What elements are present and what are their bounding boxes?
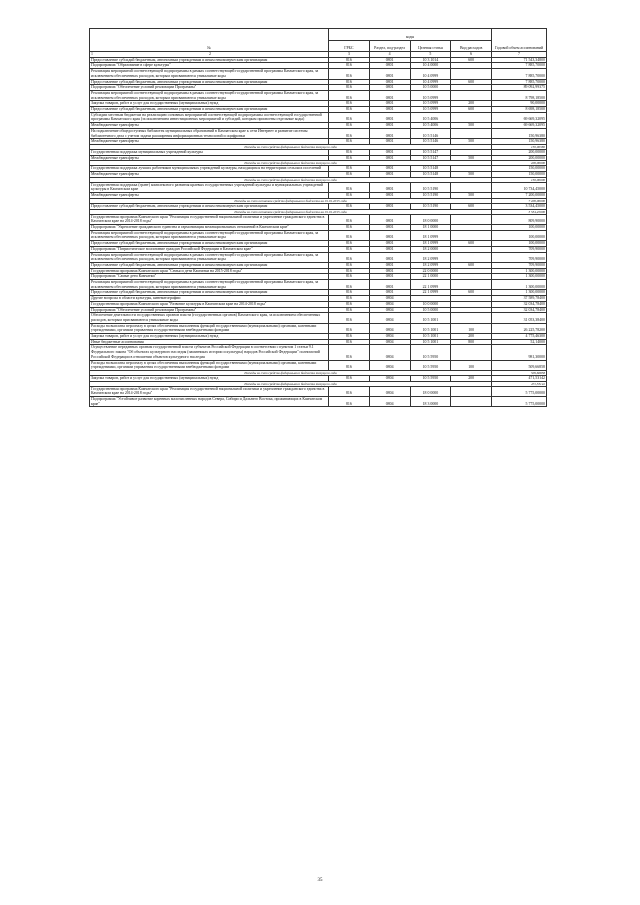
row-razdel: 0801: [369, 268, 410, 274]
row-razdel: 0801: [369, 182, 410, 192]
row-amount: 10 734,45000: [492, 182, 547, 192]
funding-note: Расходы за счет средств федерального бюджета текущего года: [90, 177, 492, 182]
row-expense-type: [451, 313, 492, 323]
row-description: Подпрограмма "Обеспечение условий реализации Программы": [90, 85, 329, 91]
row-expense-type: 200: [451, 375, 492, 381]
row-amount: 90,00000: [492, 101, 547, 107]
row-expense-type: 200: [451, 101, 492, 107]
row-razdel: 0801: [369, 166, 410, 172]
row-description: Реализация мероприятий соответствующей подпрограммы в рамках соответствующей государственной программы Камчатского края, за исключением обеспеченных расходов, которым присваиваются уникальные коды: [90, 252, 329, 262]
row-amount: 69 669,32095: [492, 123, 547, 129]
header-expense-type: Вид расходов: [451, 40, 492, 52]
row-expense-type: 500: [451, 123, 492, 129]
row-expense-type: [451, 397, 492, 407]
funding-note: Расходы за счет остатков средств федерального бюджета на 01.01.2015 года: [90, 198, 492, 203]
row-razdel: 0801: [369, 128, 410, 138]
row-description: Реализация мероприятий соответствующей подпрограммы в рамках соответствующей государственной программы Камчатского края, за исключением обеспеченных расходов, которым присваиваются уникальные коды: [90, 230, 329, 240]
row-grbs: 816: [329, 172, 370, 178]
row-grbs: 816: [329, 252, 370, 262]
row-target-article: 10 3 1014: [410, 57, 451, 63]
row-expense-type: 100: [451, 360, 492, 370]
row-target-article: 18 0 0000: [410, 386, 451, 396]
row-target-article: 10 5 0000: [410, 307, 451, 313]
row-description: Предоставление субсидий бюджетным, автономным учреждениям и иным некоммерческим организациям: [90, 241, 329, 247]
row-target-article: 18 3 0000: [410, 397, 451, 407]
row-description: Другие вопросы в области культуры, кинематографии: [90, 296, 329, 302]
row-description: Межбюджетные трансферты: [90, 123, 329, 129]
row-grbs: 816: [329, 313, 370, 323]
funding-note: Расходы за счет средств федерального бюджета текущего года: [90, 381, 492, 386]
table-row: [90, 323, 547, 333]
row-description: Межбюджетные трансферты: [90, 172, 329, 178]
row-expense-type: 100: [451, 323, 492, 333]
row-expense-type: 600: [451, 107, 492, 113]
row-description: Государственная программа Камчатского края "Реализация государственной национальной политики и укрепление гражданского единства в Камчатском крае на 2014-2018 годы": [90, 214, 329, 224]
row-expense-type: [451, 230, 492, 240]
funding-note: Расходы за счет средств федерального бюджета текущего года: [90, 370, 492, 375]
row-description: На подключение общедоступных библиотек муниципальных образований в Камчатском крае к сети Интернет и развитие системы библиотечного дела с учетом задачи расширения информационных технологий и оцифровки: [90, 128, 329, 138]
row-grbs: 816: [329, 57, 370, 63]
row-target-article: 10 5 0999: [410, 107, 451, 113]
row-grbs: 816: [329, 301, 370, 307]
row-expense-type: 500: [451, 193, 492, 199]
row-target-article: 10 5 1001: [410, 323, 451, 333]
funding-note-amount: 3 534,45000: [492, 209, 547, 214]
row-amount: 709,90000: [492, 262, 547, 268]
row-description: Государственная поддержка (грант) комплексного развития краевых государственных учреждений культуры и муниципальных учреждений культуры в Камчатском крае: [90, 182, 329, 192]
row-expense-type: 500: [451, 155, 492, 161]
row-razdel: 0801: [369, 107, 410, 113]
row-razdel: 0801: [369, 63, 410, 69]
row-amount: 709,90000: [492, 246, 547, 252]
row-expense-type: [451, 214, 492, 224]
row-amount: 69 669,32095: [492, 112, 547, 122]
row-description: Предоставление субсидий бюджетным, автономным учреждениям и иным некоммерческим организациям: [90, 203, 329, 209]
row-target-article: 10 5 5950: [410, 375, 451, 381]
row-amount: 709,90000: [492, 252, 547, 262]
funding-note: Расходы за счет средств федерального бюджета текущего года: [90, 161, 492, 166]
table-row: [90, 360, 547, 370]
row-amount: 1 300,00000: [492, 268, 547, 274]
row-grbs: 816: [329, 307, 370, 313]
row-description: Государственная программа Камчатского края "Развитие культуры в Камчатском крае на 2014-2018 годы": [90, 301, 329, 307]
row-razdel: 0801: [369, 274, 410, 280]
row-target-article: 18 2 0000: [410, 246, 451, 252]
row-expense-type: 200: [451, 334, 492, 340]
row-target-article: 10 5 0999: [410, 101, 451, 107]
row-razdel: 0804: [369, 301, 410, 307]
row-description: Реализация мероприятий соответствующей подпрограммы в рамках соответствующей государственной программы Камчатского края, за исключением обеспеченных расходов, которым присваиваются уникальные коды: [90, 69, 329, 79]
row-description: Подпрограмма "Патриотическое воспитание граждан Российской Федерации в Камчатском крае": [90, 246, 329, 252]
row-amount: 31 053,38400: [492, 313, 547, 323]
row-grbs: 816: [329, 85, 370, 91]
table-row: [90, 90, 547, 100]
row-razdel: 0801: [369, 90, 410, 100]
row-grbs: 816: [329, 214, 370, 224]
row-razdel: 0801: [369, 262, 410, 268]
row-razdel: 0801: [369, 57, 410, 63]
row-description: Государственная поддержка муниципальных учреждений культуры: [90, 149, 329, 155]
row-grbs: 816: [329, 262, 370, 268]
row-razdel: 0804: [369, 397, 410, 407]
row-description: Предоставление субсидий бюджетным, автономным учреждениям и иным некоммерческим организациям: [90, 57, 329, 63]
row-expense-type: 600: [451, 203, 492, 209]
page-number: 35: [317, 878, 323, 883]
row-razdel: 0801: [369, 79, 410, 85]
row-target-article: 10 5 5146: [410, 139, 451, 145]
row-amount: 7 885,70000: [492, 79, 547, 85]
row-target-article: 18 1 0999: [410, 241, 451, 247]
row-grbs: 816: [329, 296, 370, 302]
funding-note-amount: 471,53142: [492, 381, 547, 386]
row-grbs: 816: [329, 166, 370, 172]
row-expense-type: [451, 252, 492, 262]
column-number: 3: [329, 52, 370, 58]
row-amount: 8 698,18500: [492, 107, 547, 113]
row-target-article: 10 5 0999: [410, 90, 451, 100]
table-row: [90, 386, 547, 396]
row-description: Предоставление субсидий бюджетным, автономным учреждениям и иным некоммерческим организациям: [90, 290, 329, 296]
row-amount: 3 534,45000: [492, 203, 547, 209]
row-razdel: 0804: [369, 334, 410, 340]
row-grbs: 816: [329, 193, 370, 199]
row-target-article: 10 5 5950: [410, 345, 451, 360]
table-row: [90, 345, 547, 360]
row-target-article: 10 5 5148: [410, 166, 451, 172]
row-expense-type: 500: [451, 139, 492, 145]
row-grbs: 816: [329, 345, 370, 360]
header-grbs: ГРБС: [329, 40, 370, 52]
row-razdel: 0801: [369, 241, 410, 247]
row-target-article: 18 2 0999: [410, 252, 451, 262]
header-row: [90, 29, 547, 41]
row-razdel: 0804: [369, 313, 410, 323]
row-grbs: 816: [329, 90, 370, 100]
row-grbs: 816: [329, 224, 370, 230]
row-description: Предоставление субсидий бюджетным, автономным учреждениям и иным некоммерческим организациям: [90, 262, 329, 268]
row-razdel: 0801: [369, 280, 410, 290]
row-grbs: 816: [329, 386, 370, 396]
row-expense-type: [451, 90, 492, 100]
table-row: [90, 397, 547, 407]
row-target-article: 10 5 5190: [410, 203, 451, 209]
row-razdel: 0804: [369, 296, 410, 302]
column-number: 1 2: [90, 52, 329, 58]
row-razdel: 0801: [369, 101, 410, 107]
row-amount: 100,00000: [492, 230, 547, 240]
column-number: 4: [369, 52, 410, 58]
row-amount: 150,00000: [492, 166, 547, 172]
row-amount: 150,96380: [492, 139, 547, 145]
row-target-article: 10 4 0999: [410, 79, 451, 85]
header-codes-group: коды: [329, 29, 492, 41]
funding-note: Расходы за счет остатков средств федерального бюджета на 01.01.2015 года: [90, 209, 492, 214]
row-razdel: 0804: [369, 386, 410, 396]
row-amount: 4 775,46300: [492, 334, 547, 340]
row-grbs: 816: [329, 123, 370, 129]
row-target-article: 10 5 5190: [410, 193, 451, 199]
row-target-article: 18 1 0000: [410, 224, 451, 230]
row-grbs: 816: [329, 101, 370, 107]
row-razdel: 0801: [369, 112, 410, 122]
row-amount: 32 034,78400: [492, 307, 547, 313]
row-target-article: 18 0 0000: [410, 214, 451, 224]
row-razdel: 0801: [369, 214, 410, 224]
row-grbs: 816: [329, 112, 370, 122]
row-expense-type: 600: [451, 290, 492, 296]
row-target-article: 10 0 0000: [410, 301, 451, 307]
row-razdel: 0804: [369, 307, 410, 313]
row-description: Субсидии местным бюджетам на реализацию основных мероприятий соответствующей подпрограммы соответствующей государственной программы Камчатского края (за исключением инвестиционных мероприятий и субсидий, которым присвоены отдельные коды): [90, 112, 329, 122]
row-target-article: 10 5 5190: [410, 182, 451, 192]
row-razdel: 0801: [369, 246, 410, 252]
row-amount: 100,00000: [492, 241, 547, 247]
row-description: Подпрограмма "Самые дети Камчатки": [90, 274, 329, 280]
row-description: Предоставление субсидий бюджетным, автономным учреждениям и иным некоммерческим организациям: [90, 79, 329, 85]
row-grbs: 816: [329, 79, 370, 85]
funding-note: Расходы за счет средств федерального бюджета текущего года: [90, 144, 492, 149]
row-target-article: 22 1 0999: [410, 290, 451, 296]
row-target-article: 10 5 1001: [410, 313, 451, 323]
column-number: 6: [451, 52, 492, 58]
header-target-article: Целевая статья: [410, 40, 451, 52]
row-grbs: 816: [329, 155, 370, 161]
row-grbs: 816: [329, 128, 370, 138]
row-description: Реализация мероприятий соответствующей подпрограммы в рамках соответствующей государственной программы Камчатского края, за исключением обеспеченных расходов, которым присваиваются уникальные коды: [90, 90, 329, 100]
column-number: 5: [410, 52, 451, 58]
header-razdel: Раздел, под-раздел: [369, 40, 410, 52]
row-grbs: 816: [329, 397, 370, 407]
row-amount: 5 775,00000: [492, 386, 547, 396]
row-expense-type: [451, 69, 492, 79]
row-description: Государственная программа Камчатского края "Реализация государственной национальной политики и укрепление гражданского единства в Камчатском крае на 2014-2018 годы": [90, 386, 329, 396]
row-razdel: 0804: [369, 323, 410, 333]
row-expense-type: [451, 280, 492, 290]
row-expense-type: [451, 112, 492, 122]
row-razdel: 0801: [369, 193, 410, 199]
row-amount: 809,90000: [492, 214, 547, 224]
row-razdel: 0801: [369, 290, 410, 296]
row-target-article: 10 5 5950: [410, 360, 451, 370]
row-description: Обеспечение деятельности государственных органов власти (государственных органов) Камчатского края, за исключением обеспеченных расходов, которым присваиваются уникальные коды: [90, 313, 329, 323]
table-row: [90, 230, 547, 240]
row-description: Закупка товаров, работ и услуг для государственных (муниципальных) нужд: [90, 101, 329, 107]
row-target-article: 10 5 5146: [410, 128, 451, 138]
row-grbs: 816: [329, 280, 370, 290]
table-body: [90, 57, 547, 407]
row-target-article: 10 5 5148: [410, 172, 451, 178]
row-amount: 71 543,34800: [492, 57, 547, 63]
budget-table: [89, 28, 547, 407]
funding-note-amount: 150,96380: [492, 144, 547, 149]
row-description: Расходы на выплаты персоналу в целях обеспечения выполнения функций государственными (муниципальными) органами, казенными учреждениями, органами управления государственными внебюджетными фондами: [90, 360, 329, 370]
row-amount: 5 775,00000: [492, 397, 547, 407]
row-grbs: 816: [329, 203, 370, 209]
row-amount: 7 200,00000: [492, 193, 547, 199]
row-description: Иные бюджетные ассигнования: [90, 339, 329, 345]
row-description: Подпрограмма "Образование в сфере культуры": [90, 63, 329, 69]
row-target-article: 10 5 1001: [410, 334, 451, 340]
row-grbs: 816: [329, 375, 370, 381]
row-amount: 1 300,00000: [492, 290, 547, 296]
row-grbs: 816: [329, 339, 370, 345]
table-row: [90, 252, 547, 262]
funding-note-amount: 7 200,00000: [492, 198, 547, 203]
header-annual-sum: Годовой объем ассигнований: [492, 29, 547, 52]
row-expense-type: [451, 128, 492, 138]
row-amount: 26 225,78200: [492, 323, 547, 333]
row-grbs: 816: [329, 241, 370, 247]
row-razdel: 0801: [369, 203, 410, 209]
row-grbs: 816: [329, 360, 370, 370]
row-grbs: 816: [329, 139, 370, 145]
row-amount: 32 034,78400: [492, 301, 547, 307]
row-razdel: 0804: [369, 345, 410, 360]
row-target-article: 10 5 1001: [410, 339, 451, 345]
row-target-article: 10 4 0000: [410, 63, 451, 69]
row-razdel: 0801: [369, 149, 410, 155]
row-target-article: 10 5 0000: [410, 85, 451, 91]
row-amount: 1 300,00000: [492, 280, 547, 290]
row-amount: 150,96380: [492, 128, 547, 138]
row-description: Межбюджетные трансферты: [90, 193, 329, 199]
funding-note-amount: 200,00000: [492, 161, 547, 166]
row-razdel: 0801: [369, 230, 410, 240]
row-description: Государственная поддержка лучших работников муниципальных учреждений культуры, находящихся на территориях сельских поселений: [90, 166, 329, 172]
row-grbs: 816: [329, 323, 370, 333]
row-expense-type: 600: [451, 57, 492, 63]
row-razdel: 0804: [369, 375, 410, 381]
header-number: №: [90, 29, 329, 52]
row-expense-type: 800: [451, 339, 492, 345]
row-amount: 1 300,00000: [492, 274, 547, 280]
row-amount: 150,00000: [492, 172, 547, 178]
row-target-article: 18 1 0999: [410, 230, 451, 240]
row-razdel: 0801: [369, 155, 410, 161]
row-expense-type: 600: [451, 241, 492, 247]
row-grbs: 816: [329, 63, 370, 69]
funding-note-amount: 150,00000: [492, 177, 547, 182]
row-description: Межбюджетные трансферты: [90, 155, 329, 161]
row-amount: 37 589,78400: [492, 296, 547, 302]
row-amount: 471,53142: [492, 375, 547, 381]
row-target-article: 22 1 0999: [410, 280, 451, 290]
funding-note-amount: 509,66858: [492, 370, 547, 375]
row-amount: 981,30000: [492, 345, 547, 360]
row-target-article: 10 5 5147: [410, 149, 451, 155]
row-target-article: 18 2 0999: [410, 262, 451, 268]
row-amount: 7 885,70000: [492, 63, 547, 69]
table-row: [90, 128, 547, 138]
row-description: Закупка товаров, работ и услуг для государственных (муниципальных) нужд: [90, 375, 329, 381]
row-razdel: 0801: [369, 139, 410, 145]
row-razdel: 0801: [369, 85, 410, 91]
row-amount: 7 885,70000: [492, 69, 547, 79]
row-grbs: 816: [329, 182, 370, 192]
row-target-article: 22 0 0000: [410, 268, 451, 274]
row-target-article: 10 5 5147: [410, 155, 451, 161]
row-grbs: 816: [329, 334, 370, 340]
row-amount: 89 092,99375: [492, 85, 547, 91]
table-row: [90, 313, 547, 323]
table-row: [90, 214, 547, 224]
row-grbs: 816: [329, 246, 370, 252]
row-grbs: 816: [329, 107, 370, 113]
row-description: Закупка товаров, работ и услуг для государственных (муниципальных) нужд: [90, 334, 329, 340]
row-razdel: 0801: [369, 224, 410, 230]
row-expense-type: [451, 345, 492, 360]
row-grbs: 816: [329, 274, 370, 280]
table-row: [90, 182, 547, 192]
row-razdel: 0801: [369, 252, 410, 262]
row-grbs: 816: [329, 69, 370, 79]
row-description: Подпрограмма "Обеспечение условий реализации Программы": [90, 307, 329, 313]
row-description: Подпрограмма "Устойчивое развитие коренных малочисленных народов Севера, Сибири и Дальнего Востока, проживающих в Камчатском крае": [90, 397, 329, 407]
table-row: [90, 280, 547, 290]
row-target-article: 10 5 4006: [410, 112, 451, 122]
row-target-article: 10 5 4006: [410, 123, 451, 129]
row-expense-type: [451, 182, 492, 192]
row-amount: 52,14000: [492, 339, 547, 345]
row-description: Осуществление переданных органам государственной власти субъектов Российской Федерации в соответствии с пунктом 1 статьи 9.1 Федерального закона "Об объектах культурного наследия (памятниках истории и культуры) народов Российской Федерации" полномочий Российской Федерации в отношении объектов культурного наследия: [90, 345, 329, 360]
table-row: [90, 69, 547, 79]
row-description: Реализация мероприятий соответствующей подпрограммы в рамках соответствующей государственной программы Камчатского края, за исключением обеспеченных расходов, которым присваиваются уникальные коды: [90, 280, 329, 290]
row-description: Предоставление субсидий бюджетным, автономным учреждениям и иным некоммерческим организациям: [90, 107, 329, 113]
row-amount: 100,00000: [492, 224, 547, 230]
row-expense-type: 600: [451, 262, 492, 268]
row-razdel: 0801: [369, 123, 410, 129]
row-amount: 200,00000: [492, 149, 547, 155]
row-amount: 8 798,18500: [492, 90, 547, 100]
row-grbs: 816: [329, 268, 370, 274]
row-description: Расходы на выплаты персоналу в целях обеспечения выполнения функций государственными (муниципальными) органами, казенными учреждениями, органами управления государственными внебюджетными фондами: [90, 323, 329, 333]
row-razdel: 0801: [369, 172, 410, 178]
row-expense-type: 600: [451, 79, 492, 85]
row-description: Государственная программа Камчатского края "Семья и дети Камчатки на 2015-2018 годы": [90, 268, 329, 274]
row-razdel: 0804: [369, 360, 410, 370]
row-amount: 509,66858: [492, 360, 547, 370]
row-grbs: 816: [329, 230, 370, 240]
column-number: 7: [492, 52, 547, 58]
row-target-article: 22 1 0000: [410, 274, 451, 280]
row-grbs: 816: [329, 290, 370, 296]
row-expense-type: 500: [451, 172, 492, 178]
row-razdel: 0801: [369, 69, 410, 79]
row-amount: 200,00000: [492, 155, 547, 161]
row-grbs: 816: [329, 149, 370, 155]
row-target-article: 10 4 0999: [410, 69, 451, 79]
table-row: [90, 112, 547, 122]
row-expense-type: [451, 386, 492, 396]
row-description: Межбюджетные трансферты: [90, 139, 329, 145]
row-razdel: 0804: [369, 339, 410, 345]
row-description: Подпрограмма "Укрепление гражданского единства и гармонизация межнациональных отношений в Камчатском крае": [90, 224, 329, 230]
